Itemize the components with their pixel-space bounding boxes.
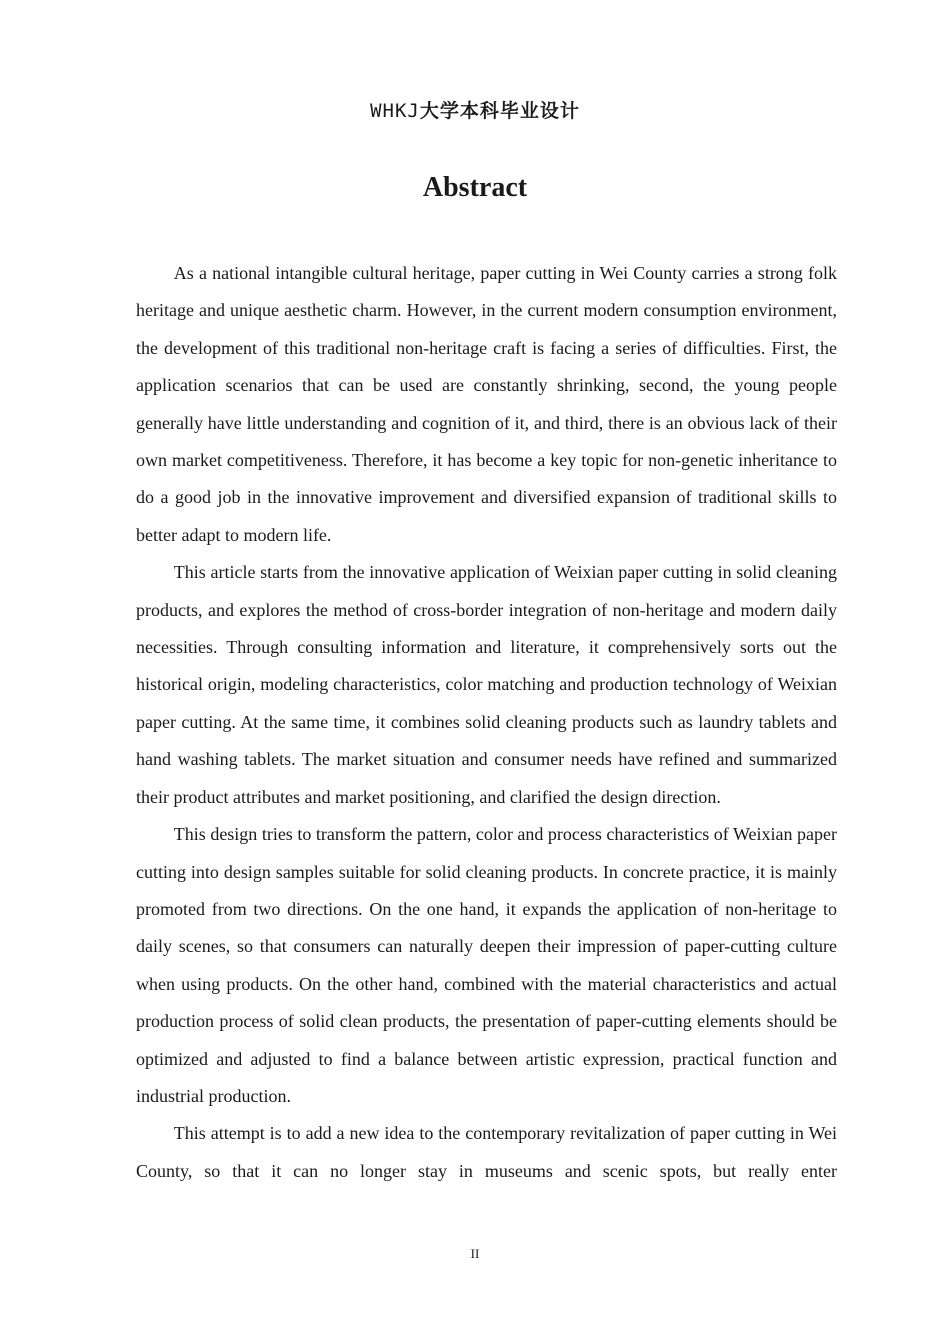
header-cjk: 大学本科毕业设计: [419, 100, 580, 122]
header-latin: WHKJ: [370, 100, 420, 122]
running-header: [0, 96, 950, 123]
abstract-paragraph-1: As a national intangible cultural heritage, paper cutting in Wei County carries a strong folk heritage and unique aesthetic charm. However, in the current modern consumption environment, the development of this traditional non-heritage craft is facing a series of difficulties. First, the application scenarios that can be used are constantly shrinking, second, the young people generally have little understanding and cognition of it, and third, there is an obvious lack of their own market competitiveness. Therefore, it has become a key topic for non-genetic inheritance to do a good job in the innovative improvement and diversified expansion of traditional skills to better adapt to modern life.: [136, 263, 837, 545]
abstract-title: Abstract: [422, 172, 528, 203]
abstract-body: [136, 255, 837, 1190]
abstract-paragraph-2: This article starts from the innovative application of Weixian paper cutting in solid cleaning products, and explores the method of cross-border integration of non-heritage and modern daily necessities. Through consulting information and literature, it comprehensively sorts out the historical origin, modeling characteristics, color matching and production technology of Weixian paper cutting. At the same time, it combines solid cleaning products such as laundry tablets and hand washing tablets. The market situation and consumer needs have refined and summarized their product attributes and market positioning, and clarified the design direction.: [136, 562, 837, 807]
abstract-paragraph-3: This design tries to transform the pattern, color and process characteristics of Weixian paper cutting into design samples suitable for solid cleaning products. In concrete practice, it is mainly promoted from two directions. On the one hand, it expands the application of non-heritage to daily scenes, so that consumers can naturally deepen their impression of paper-cutting culture when using products. On the other hand, combined with the material characteristics and actual production process of solid clean products, the presentation of paper-cutting elements should be optimized and adjusted to find a balance between artistic expression, practical function and industrial production.: [136, 824, 837, 1106]
page-number: II: [470, 1246, 480, 1261]
abstract-paragraph-4: This attempt is to add a new idea to the contemporary revitalization of paper cutting in Wei County, so that it can no longer stay in museums and scenic spots, but really enter: [136, 1123, 837, 1181]
